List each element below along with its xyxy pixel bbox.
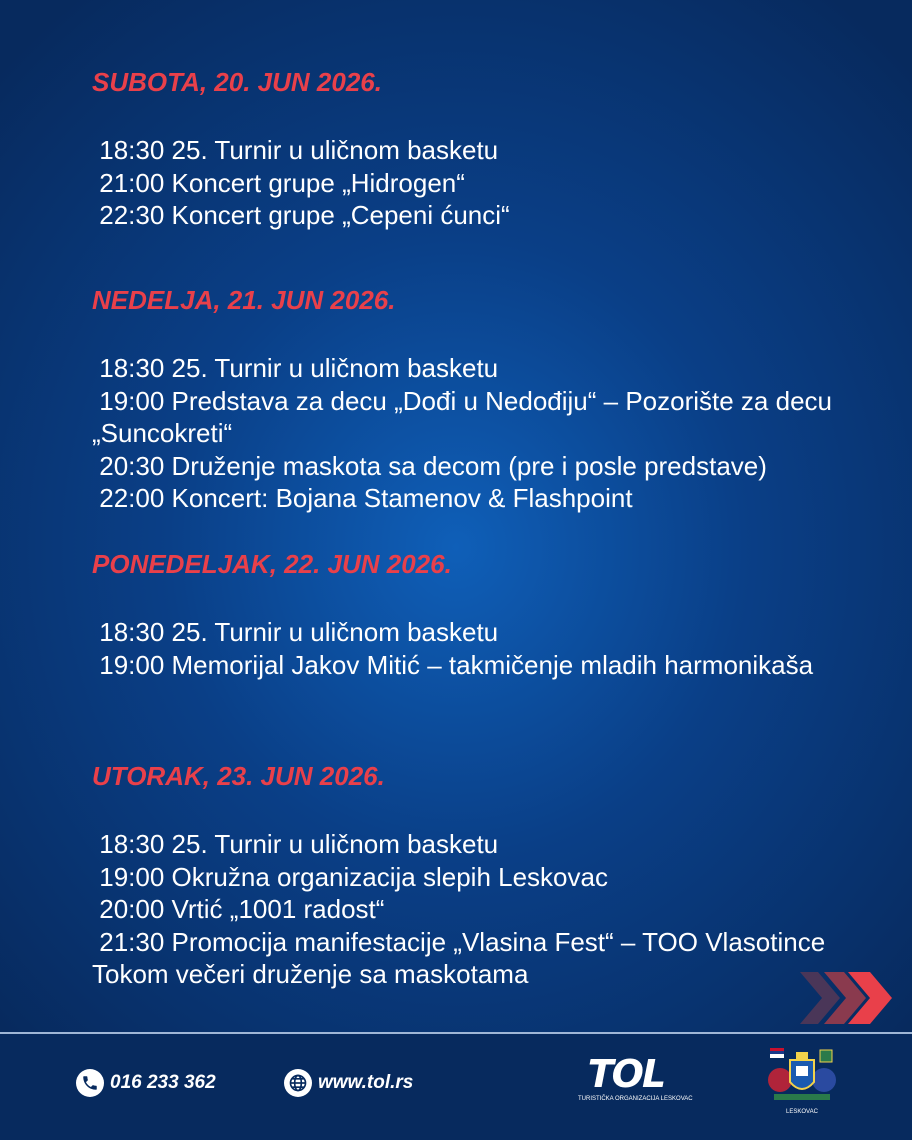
event-item: 20:30 Druženje maskota sa decom (pre i posle predstave) — [99, 450, 767, 481]
day-section — [92, 756, 882, 991]
event-item: 20:00 Vrtić „1001 radost“ — [99, 894, 385, 924]
event-item: 22:00 Koncert: Bojana Stamenov & Flashpoint — [99, 483, 633, 513]
event-list — [92, 134, 882, 232]
leskovac-coat-of-arms — [766, 1046, 838, 1114]
phone-contact — [76, 1068, 216, 1098]
day-section — [92, 280, 882, 544]
day-section — [92, 544, 882, 756]
event-list — [92, 616, 882, 681]
chevrons-right-icon — [800, 972, 892, 1024]
event-item: 18:30 25. Turnir u uličnom basketu — [99, 353, 499, 383]
day-title: PONEDELJAK, 22. JUN 2026. — [92, 549, 452, 579]
event-item: 18:30 25. Turnir u uličnom basketu — [99, 617, 499, 647]
event-item: Tokom večeri druženje sa maskotama — [92, 959, 529, 989]
globe-icon — [284, 1069, 312, 1097]
event-item: 22:30 Koncert grupe „Cepeni ćunci“ — [99, 200, 510, 230]
event-item: 19:00 Predstava za decu „Dođi u Nedođiju“ – Pozorište za decu „Suncokreti“ — [92, 385, 832, 448]
phone-icon — [76, 1069, 104, 1097]
phone-number: 016 233 362 — [110, 1072, 216, 1093]
event-item: 21:00 Koncert grupe „Hidrogen“ — [99, 167, 465, 198]
event-item: 21:30 Promocija manifestacije „Vlasina Fest“ – TOO Vlasotince — [99, 926, 826, 957]
event-item: 18:30 25. Turnir u uličnom basketu — [99, 135, 499, 165]
tol-logo — [578, 1052, 693, 1110]
event-list — [92, 352, 882, 515]
day-title: NEDELJA, 21. JUN 2026. — [92, 285, 396, 315]
logo-caption: TURISTIČKA ORGANIZACIJA LESKOVAC — [578, 1096, 693, 1102]
event-item: 19:00 Memorijal Jakov Mitić – takmičenje mladih harmonikaša — [99, 649, 814, 680]
day-section — [92, 62, 882, 280]
day-title: SUBOTA, 20. JUN 2026. — [92, 67, 382, 97]
website-contact[interactable] — [284, 1068, 413, 1098]
logo-wordmark: TOL — [587, 1052, 665, 1096]
coat-of-arms-icon — [766, 1046, 838, 1102]
website-link[interactable]: www.tol.rs — [318, 1072, 414, 1093]
event-item: 19:00 Okružna organizacija slepih Leskovac — [99, 861, 608, 892]
schedule — [92, 62, 882, 991]
event-list — [92, 828, 882, 991]
day-title: UTORAK, 23. JUN 2026. — [92, 761, 385, 791]
event-item: 18:30 25. Turnir u uličnom basketu — [99, 829, 499, 859]
crest-caption: LESKOVAC — [786, 1109, 818, 1115]
